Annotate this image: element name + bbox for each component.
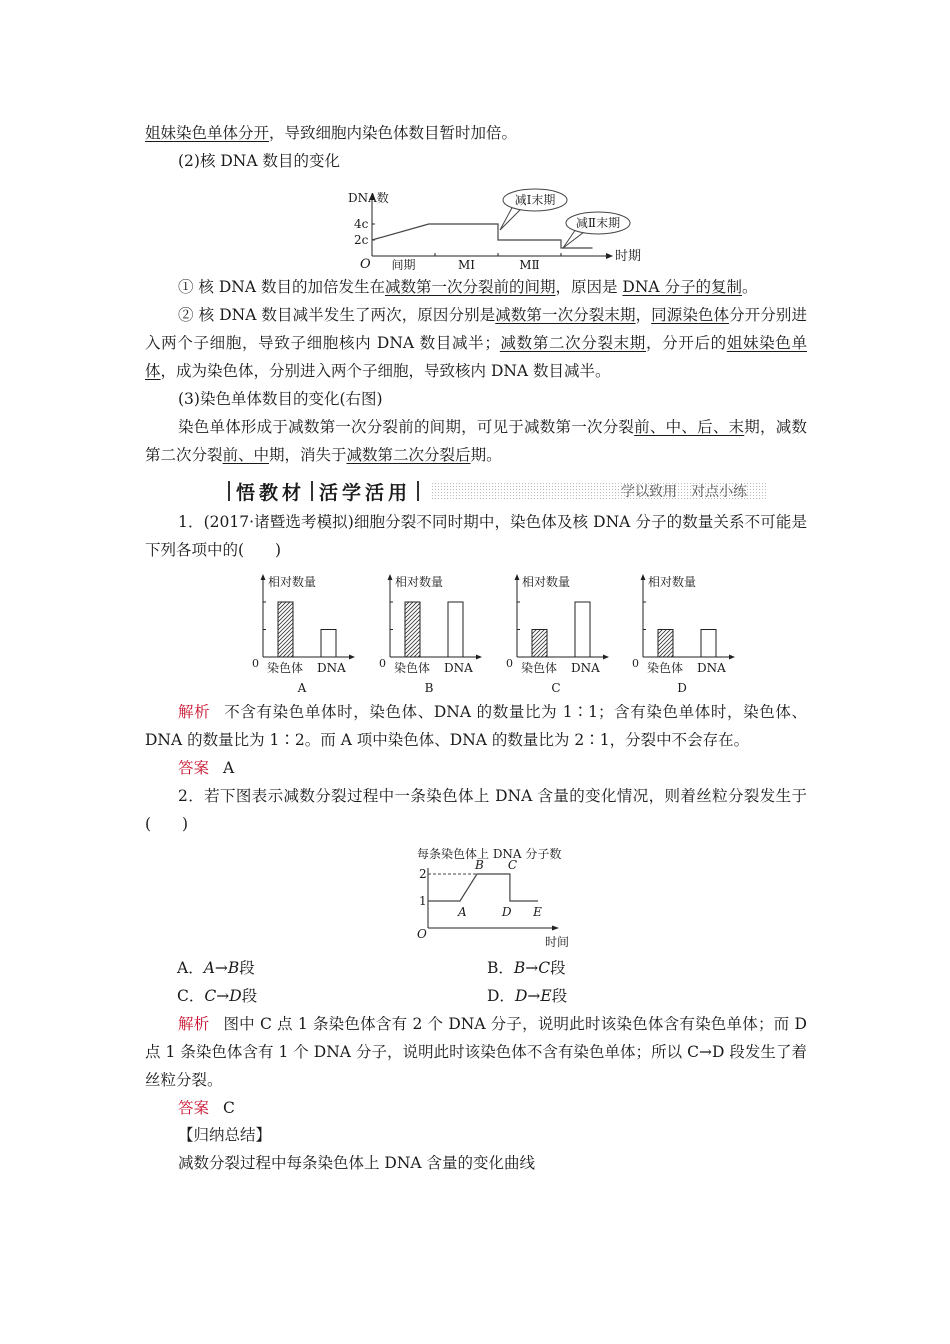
y-axis-label: 相对数量 bbox=[522, 575, 571, 589]
origin-label: O bbox=[360, 257, 371, 270]
question-1 bbox=[145, 508, 807, 564]
text-segment: 。 bbox=[742, 278, 758, 296]
section-heading bbox=[145, 147, 807, 175]
x-axis-arrow bbox=[606, 253, 613, 259]
point-label: B bbox=[474, 858, 484, 872]
x-category-label: DNA bbox=[697, 661, 726, 675]
x-category-label: 染色体 bbox=[394, 661, 431, 675]
chart-title: 每条染色体上 DNA 分子数 bbox=[417, 847, 562, 861]
option-label: C bbox=[551, 681, 561, 695]
underlined-key-term: 减数第一次分裂前的间期 bbox=[384, 278, 556, 296]
option-suffix: 段 bbox=[550, 959, 566, 977]
zero-label: 0 bbox=[506, 657, 513, 670]
x-axis-arrow bbox=[476, 655, 482, 660]
y-axis-arrow bbox=[515, 574, 520, 580]
section-heading bbox=[145, 385, 807, 413]
bar-chart-option-A bbox=[250, 570, 375, 695]
option-arrow: → bbox=[214, 959, 228, 977]
explain-label: 解析 bbox=[178, 1015, 210, 1033]
y-axis-arrow bbox=[388, 574, 393, 580]
callout-label: 减Ⅱ末期 bbox=[575, 216, 621, 230]
bar-dna bbox=[701, 630, 716, 658]
x-axis-arrow bbox=[729, 655, 735, 660]
summary-heading bbox=[145, 1121, 807, 1149]
text-segment: ② 核 DNA 数目减半发生了两次，原因分别是 bbox=[178, 306, 496, 324]
option-to: D bbox=[229, 987, 242, 1005]
x-category-label: DNA bbox=[571, 661, 600, 675]
option-letter: D． bbox=[487, 987, 515, 1005]
option-suffix: 段 bbox=[239, 959, 255, 977]
bar-chromosome bbox=[532, 630, 547, 658]
paragraph bbox=[145, 119, 807, 147]
text-segment: 期，消失于 bbox=[269, 446, 347, 464]
q2-explanation bbox=[145, 1010, 807, 1094]
banner-sub-1: 学以致用 bbox=[621, 484, 677, 500]
underlined-key-term: 前、中 bbox=[222, 446, 270, 464]
bar-chromosome bbox=[405, 602, 420, 657]
bar-chart-option-B bbox=[377, 570, 502, 695]
x-category-label: 染色体 bbox=[521, 661, 558, 675]
option-B-C bbox=[487, 954, 566, 982]
x-category-label: 染色体 bbox=[267, 661, 304, 675]
text-segment: ， bbox=[635, 306, 652, 324]
y-axis-label: 相对数量 bbox=[648, 575, 697, 589]
x-category-label: DNA bbox=[317, 661, 346, 675]
underlined-key-term: 减数第二次分裂末期 bbox=[499, 334, 646, 352]
underlined-key-term: 姐妹染色单体 bbox=[145, 334, 807, 380]
x-axis-label: 时期 bbox=[615, 249, 642, 264]
dna-line bbox=[428, 874, 538, 901]
option-arrow: → bbox=[525, 959, 539, 977]
option-letter: A． bbox=[177, 959, 204, 977]
bar-dna bbox=[575, 602, 590, 657]
option-from: D bbox=[514, 987, 528, 1005]
x-axis-arrow bbox=[603, 655, 609, 660]
text-segment: ，原因是 bbox=[555, 278, 623, 296]
explain-text: 不含有染色单体时，染色体、DNA 的数量比为 1∶1；含有染色单体时，染色体、DNA 的数量比为 1∶2。而 A 项中染色体、DNA 的数量比为 2∶1，分裂中不会存在。 bbox=[145, 703, 807, 749]
text-segment: 1．(2017·诸暨选考模拟)细胞分裂不同时期中，染色体及核 DNA 分子的数量关系不可能是下列各项中的( ) bbox=[145, 513, 807, 559]
text-segment: 2．若下图表示减数分裂过程中一条染色体上 DNA 含量的变化情况，则着丝粒分裂发生于( ) bbox=[145, 787, 807, 833]
option-label: A bbox=[297, 681, 307, 695]
section-banner bbox=[222, 479, 767, 503]
point-label: A bbox=[458, 905, 467, 919]
bar-chromosome bbox=[658, 630, 673, 658]
dna-count-chart bbox=[340, 186, 650, 270]
y-tick-label: 2 bbox=[419, 867, 427, 881]
option-letter: C． bbox=[177, 987, 205, 1005]
option-to: B bbox=[227, 959, 240, 977]
text-segment: 减数分裂过程中每条染色体上 DNA 含量的变化曲线 bbox=[178, 1154, 536, 1172]
answer-text: A bbox=[223, 759, 235, 777]
underlined-key-term: 同源染色体 bbox=[651, 306, 730, 324]
y-axis-label: 相对数量 bbox=[395, 575, 444, 589]
point-label: D bbox=[501, 905, 512, 919]
stage-label: MⅡ bbox=[519, 258, 540, 270]
x-axis-label: 时间 bbox=[545, 935, 570, 949]
option-label: B bbox=[424, 681, 434, 695]
underlined-key-term: 减数第一次分裂末期 bbox=[495, 306, 636, 324]
bar-chromosome bbox=[278, 602, 293, 657]
option-from: C bbox=[204, 987, 217, 1005]
stage-label: 间期 bbox=[391, 258, 416, 270]
banner-title-2: 活学活用 bbox=[319, 481, 412, 504]
banner-sub-2: 对点小练 bbox=[691, 484, 747, 500]
option-C-D bbox=[177, 982, 257, 1010]
y-tick-label: 2c bbox=[354, 233, 369, 247]
option-suffix: 段 bbox=[551, 987, 568, 1005]
x-category-label: DNA bbox=[444, 661, 473, 675]
option-A-B bbox=[177, 954, 255, 982]
paragraph bbox=[145, 301, 807, 385]
option-D-E bbox=[487, 982, 567, 1010]
text-segment: (3)染色单体数目的变化(右图) bbox=[178, 390, 383, 408]
option-to: E bbox=[540, 987, 552, 1005]
answer-label: 答案 bbox=[178, 759, 210, 777]
option-from: A bbox=[203, 959, 215, 977]
option-letter: B． bbox=[487, 959, 514, 977]
paragraph bbox=[145, 273, 807, 301]
summary-text bbox=[145, 1149, 807, 1177]
underlined-key-term: DNA 分子的复制 bbox=[622, 278, 743, 296]
bar-dna bbox=[321, 630, 336, 658]
q2-answer bbox=[145, 1094, 807, 1122]
option-label: D bbox=[677, 681, 687, 695]
dna-line bbox=[372, 224, 593, 248]
text-segment: ，分开后的 bbox=[645, 334, 727, 352]
question-2 bbox=[145, 782, 807, 838]
dna-per-chromosome-chart bbox=[405, 842, 585, 950]
text-segment: 期，减数第二次分裂 bbox=[145, 418, 807, 464]
y-axis-label: 相对数量 bbox=[268, 575, 317, 589]
y-axis-arrow bbox=[261, 574, 266, 580]
underlined-key-term: 减数第二次分裂后 bbox=[346, 446, 471, 464]
y-tick-label: 1 bbox=[419, 894, 427, 908]
option-suffix: 段 bbox=[241, 987, 258, 1005]
option-from: B bbox=[513, 959, 526, 977]
y-axis-arrow bbox=[641, 574, 646, 580]
text-segment: ，导致细胞内染色体数目暂时加倍。 bbox=[269, 124, 518, 142]
bar-dna bbox=[448, 602, 463, 657]
zero-label: 0 bbox=[632, 657, 639, 670]
underlined-key-term: 前、中、后、末 bbox=[634, 418, 745, 436]
point-label: C bbox=[507, 858, 518, 872]
option-to: C bbox=[538, 959, 551, 977]
answer-text: C bbox=[223, 1099, 235, 1117]
origin-label: O bbox=[417, 927, 427, 941]
paragraph bbox=[145, 413, 807, 469]
q1-answer bbox=[145, 754, 807, 782]
bar-chart-option-C bbox=[504, 570, 629, 695]
text-segment: 【归纳总结】 bbox=[178, 1126, 272, 1144]
x-category-label: 染色体 bbox=[647, 661, 684, 675]
underlined-key-term: 姐妹染色单体分开 bbox=[145, 124, 270, 142]
y-axis-label: DNA数 bbox=[348, 191, 389, 205]
text-segment: ，成为染色体，分别进入两个子细胞，导致核内 DNA 数目减半。 bbox=[160, 362, 611, 380]
text-segment: 分开分别进入两个子细胞，导致子细胞核内 DNA 数目减半； bbox=[145, 306, 807, 352]
explain-text: 图中 C 点 1 条染色体含有 2 个 DNA 分子，说明此时该染色体含有染色单体；而 D 点 1 条染色体含有 1 个 DNA 分子，说明此时该染色体不含有染色单体；所以 C→D 段发生了着丝粒分裂。 bbox=[145, 1015, 807, 1089]
x-axis-arrow bbox=[349, 655, 355, 660]
answer-label: 答案 bbox=[178, 1099, 210, 1117]
explain-label: 解析 bbox=[178, 703, 211, 721]
banner-title-1: 悟教材 bbox=[236, 481, 306, 504]
zero-label: 0 bbox=[379, 657, 386, 670]
q1-explanation bbox=[145, 698, 807, 754]
stage-label: MⅠ bbox=[457, 258, 476, 270]
option-arrow: → bbox=[527, 987, 541, 1005]
x-axis-arrow bbox=[552, 926, 559, 931]
point-label: E bbox=[533, 905, 542, 919]
text-segment: ① 核 DNA 数目的加倍发生在 bbox=[178, 278, 385, 296]
text-segment: (2)核 DNA 数目的变化 bbox=[178, 152, 340, 170]
bar-chart-option-D bbox=[630, 570, 755, 695]
option-arrow: → bbox=[216, 987, 230, 1005]
text-segment: 期。 bbox=[470, 446, 502, 464]
callout-label: 减Ⅰ末期 bbox=[514, 193, 556, 207]
text-segment: 染色单体形成于减数第一次分裂前的间期，可见于减数第一次分裂 bbox=[178, 418, 635, 436]
y-tick-label: 4c bbox=[354, 217, 369, 231]
zero-label: 0 bbox=[252, 657, 259, 670]
